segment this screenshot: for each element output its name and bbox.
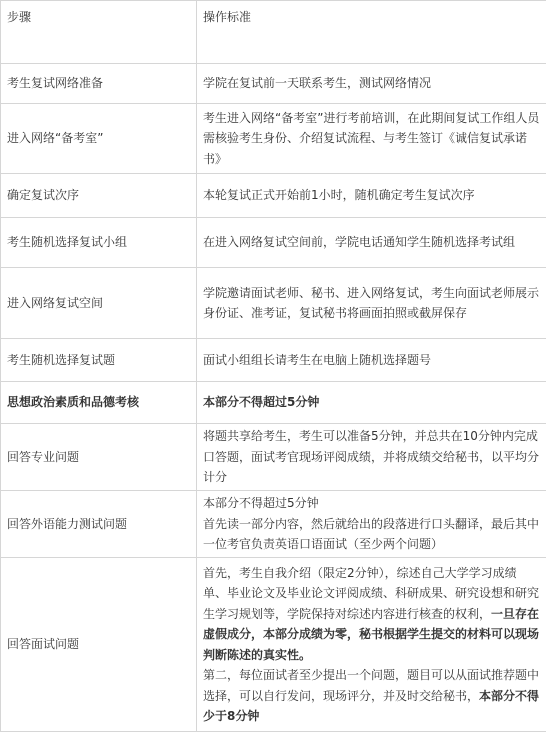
interview-emphasis: 一旦存在虚假成分，本部分成绩为零，秘书根据学生提交的材料可以现场判断陈述的真实性。	[203, 606, 540, 662]
table-row	[1, 104, 546, 174]
table-row	[1, 424, 546, 491]
standard-line: 首先读一部分内容，然后就给出的段落进行口头翻译，最后其中一位考官负责英语口语面试（至少两个问题）	[203, 516, 540, 552]
step-cell: 考生复试网络准备	[1, 64, 197, 104]
standard-cell: 本轮复试正式开始前1小时，随机确定考生复试次序	[197, 174, 546, 218]
table-header-row	[1, 1, 546, 64]
table-row	[1, 558, 546, 732]
standard-cell: 学院在复试前一天联系考生，测试网络情况	[197, 64, 546, 104]
header-step: 步骤	[1, 1, 197, 64]
standard-line: 本部分不得超过5分钟	[203, 496, 319, 511]
interview-emphasis: 本部分不得少于8分钟	[203, 688, 540, 723]
table-row	[1, 218, 546, 268]
step-cell: 考生随机选择复试题	[1, 339, 197, 382]
table-row	[1, 339, 546, 382]
step-cell: 进入网络复试空间	[1, 268, 197, 339]
interview-paragraph-1	[203, 563, 540, 666]
standard-cell	[197, 491, 546, 558]
step-cell: 回答外语能力测试问题	[1, 491, 197, 558]
step-cell: 思想政治素质和品德考核	[1, 382, 197, 424]
standard-cell: 面试小组组长请考生在电脑上随机选择题号	[197, 339, 546, 382]
standard-cell: 考生进入网络“备考室”进行考前培训，在此期间复试工作组人员需核验考生身份、介绍复试流程、与考生签订《诚信复试承诺书》	[197, 104, 546, 174]
table-row	[1, 64, 546, 104]
table-row	[1, 491, 546, 558]
interview-paragraph-2	[203, 665, 540, 727]
standard-cell	[197, 558, 546, 732]
table-row	[1, 268, 546, 339]
standard-cell: 本部分不得超过5分钟	[197, 382, 546, 424]
header-standard: 操作标准	[197, 1, 546, 64]
standard-cell: 将题共享给考生，考生可以准备5分钟，并总共在10分钟内完成口答题，面试考官现场评阅成绩，并将成绩交给秘书，以平均分计分	[197, 424, 546, 491]
standard-cell: 学院邀请面试老师、秘书、进入网络复试，考生向面试老师展示身份证、准考证，复试秘书将画面拍照或截屏保存	[197, 268, 546, 339]
step-cell: 回答专业问题	[1, 424, 197, 491]
step-cell: 考生随机选择复试小组	[1, 218, 197, 268]
interview-text: 首先，考生自我介绍（限定2分钟），综述自己大学学习成绩单、毕业论文及毕业论文评阅成绩、科研成果、研究设想和研究生学习规划等，学院保持对综述内容进行核查的权利，	[203, 565, 540, 621]
table-row	[1, 174, 546, 218]
table-row	[1, 382, 546, 424]
step-cell: 进入网络“备考室”	[1, 104, 197, 174]
step-cell: 确定复试次序	[1, 174, 197, 218]
step-cell: 回答面试问题	[1, 558, 197, 732]
standard-cell: 在进入网络复试空间前，学院电话通知学生随机选择考试组	[197, 218, 546, 268]
interview-text: 第二，每位面试者至少提出一个问题，题目可以从面试推荐题中选择，可以自行发问，现场评分，并及时交给秘书，	[203, 668, 540, 703]
